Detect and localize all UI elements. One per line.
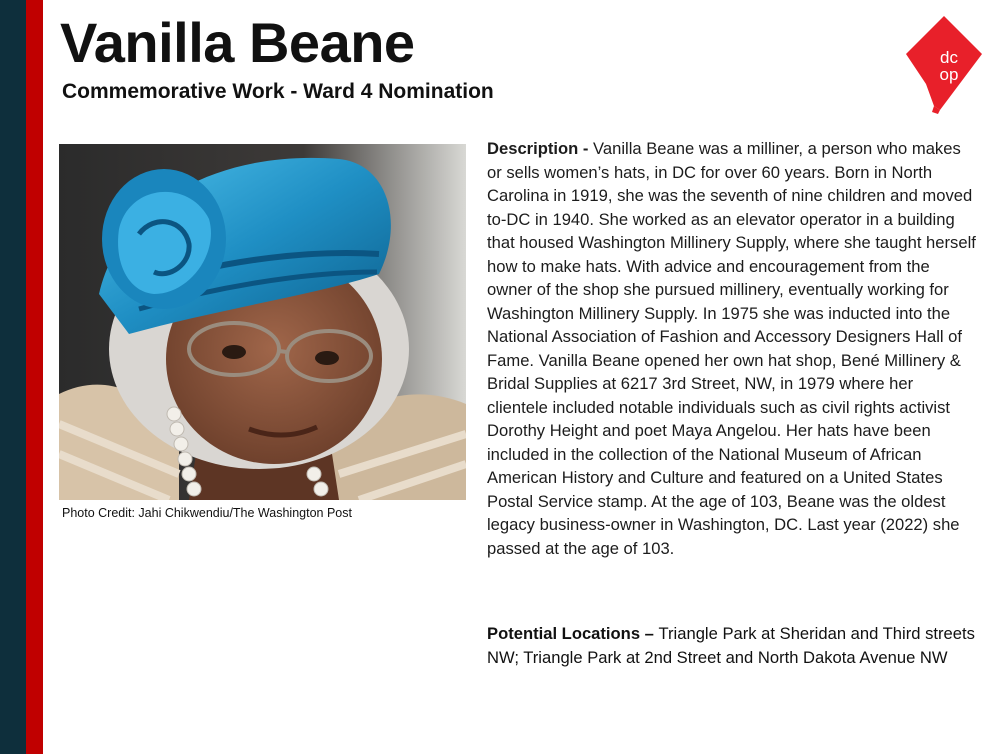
slide-subtitle: Commemorative Work - Ward 4 Nomination: [62, 80, 494, 103]
potential-locations-paragraph: [487, 622, 977, 669]
logo-text: dc: [940, 48, 958, 67]
description-text: Vanilla Beane was a milliner, a person who makes or sells women’s hats, in DC for over 60 years. Born in North Carolina in 1919, she was the seventh of nine children and moved to-DC in 1940. She worked as an elevator operator in a building that housed Washington Millinery Supply, where she taught herself how to make hats. With advice and encouragement from the owner of the shop she pursued millinery, eventually working for Washington Millinery Supply. In 1975 she was inducted into the National Association of Fashion and Accessory Designers Hall of Fame. Vanilla Beane opened her own hat shop, Bené Millinery & Bridal Supplies at 6217 3rd Street, NW, in 1979 where her clientele included notable individuals such as civil rights activist Dorothy Height and poet Maya Angelou. Her hats have been included in the collection of the National Museum of African American History and Culture and featured on a United States Postal Service stamp. At the age of 103, Beane was the oldest legacy business-owner in Washington, DC. Last year (2022) she passed at the age of 103.: [487, 139, 976, 558]
description-label: Description -: [487, 139, 594, 158]
left-accent-bar-dark: [0, 0, 26, 754]
photo-credit: Photo Credit: Jahi Chikwendiu/The Washington Post: [62, 506, 352, 520]
dcop-logo-icon: [904, 14, 984, 114]
locations-label: Potential Locations –: [487, 624, 659, 643]
svg-text:op: op: [939, 65, 959, 84]
description-paragraph: [487, 137, 977, 560]
slide-title: Vanilla Beane: [60, 11, 415, 74]
left-accent-bar-red: [26, 0, 43, 754]
locations-text: Triangle Park at Sheridan and Third streets NW; Triangle Park at 2nd Street and North Dakota Avenue NW: [487, 624, 975, 667]
portrait-photo: [59, 144, 466, 500]
